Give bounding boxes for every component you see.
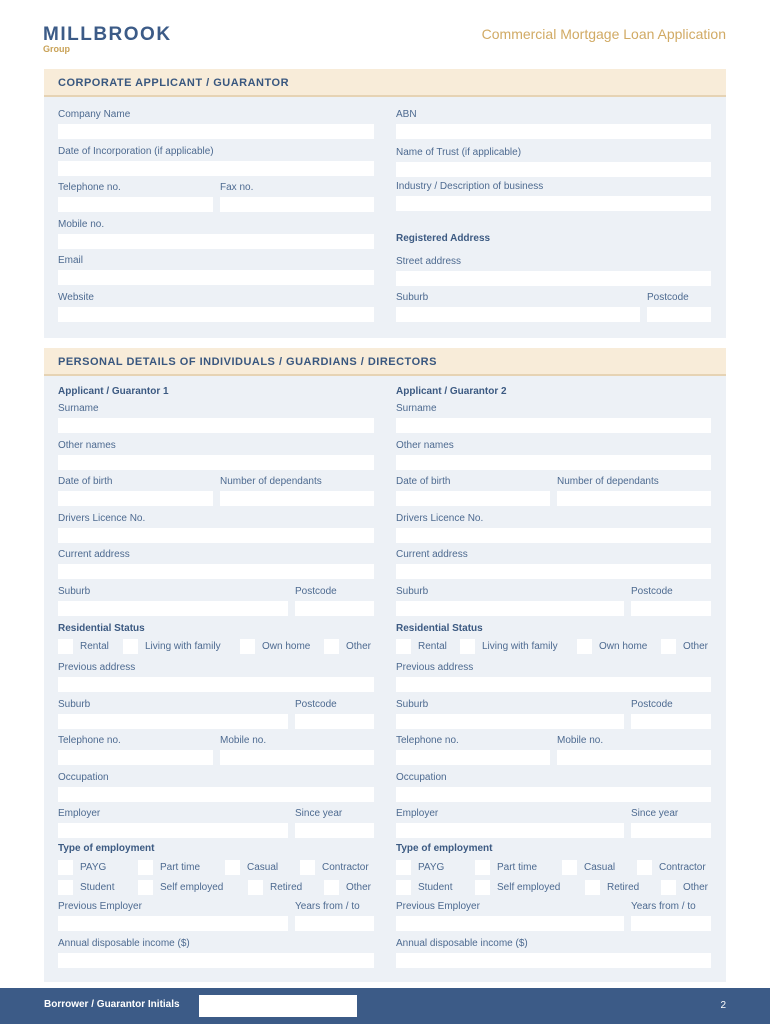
brand-logo: MILLBROOK	[43, 24, 172, 45]
g2-occupation-label: Occupation	[396, 772, 447, 783]
g2-retired-checkbox[interactable]	[585, 880, 600, 895]
g2-payg-checkbox[interactable]	[396, 860, 411, 875]
g1-prev-suburb-label: Suburb	[58, 699, 91, 710]
g1-contractor-label: Contractor	[322, 862, 369, 873]
g2-rental-checkbox[interactable]	[396, 639, 411, 654]
brand-subtitle: Group	[43, 44, 70, 54]
company-name-label: Company Name	[58, 109, 131, 120]
corp-mobile-label: Mobile no.	[58, 219, 105, 230]
personal-section-heading: PERSONAL DETAILS OF INDIVIDUALS / GUARDIANS / DIRECTORS	[44, 348, 726, 376]
date-incorporation-label: Date of Incorporation (if applicable)	[58, 146, 214, 157]
corp-suburb-label: Suburb	[396, 292, 429, 303]
industry-label: Industry / Description of business	[396, 181, 544, 192]
g2-years-from-field[interactable]	[631, 916, 711, 931]
page-number: 2	[720, 1000, 726, 1011]
g2-self-employed-label: Self employed	[497, 882, 561, 893]
g2-dependants-label: Number of dependants	[557, 476, 659, 487]
g1-student-checkbox[interactable]	[58, 880, 73, 895]
g2-postcode-label: Postcode	[631, 586, 673, 597]
g1-student-label: Student	[80, 882, 115, 893]
corp-suburb-field[interactable]	[396, 307, 640, 322]
corp-fax-field[interactable]	[220, 197, 374, 212]
g2-current-address-field[interactable]	[396, 564, 711, 579]
g1-own-home-checkbox[interactable]	[240, 639, 255, 654]
g1-telephone-field[interactable]	[58, 750, 213, 765]
g2-type-employment-heading: Type of employment	[396, 843, 493, 854]
g2-prev-suburb-field[interactable]	[396, 714, 624, 729]
g1-casual-label: Casual	[247, 862, 279, 873]
g2-rental-label: Rental	[418, 641, 447, 652]
g1-since-year-label: Since year	[295, 808, 343, 819]
g2-previous-employer-field[interactable]	[396, 916, 624, 931]
g1-living-family-checkbox[interactable]	[123, 639, 138, 654]
g1-other-emp-label: Other	[346, 882, 372, 893]
g1-other-res-label: Other	[346, 641, 372, 652]
g2-self-employed-checkbox[interactable]	[475, 880, 490, 895]
g1-dependants-label: Number of dependants	[220, 476, 322, 487]
corp-email-field[interactable]	[58, 270, 374, 285]
g1-employer-label: Employer	[58, 808, 101, 819]
g2-employer-field[interactable]	[396, 823, 624, 838]
g1-payg-checkbox[interactable]	[58, 860, 73, 875]
g1-retired-label: Retired	[270, 882, 303, 893]
g1-type-employment-heading: Type of employment	[58, 843, 155, 854]
g2-casual-label: Casual	[584, 862, 616, 873]
g2-residential-status-heading: Residential Status	[396, 623, 483, 634]
g2-annual-income-label: Annual disposable income ($)	[396, 938, 528, 949]
g2-part-time-label: Part time	[497, 862, 538, 873]
g1-title: Applicant / Guarantor 1	[58, 386, 169, 397]
g1-mobile-field[interactable]	[220, 750, 374, 765]
g1-suburb-field[interactable]	[58, 601, 288, 616]
g1-payg-label: PAYG	[80, 862, 107, 873]
g2-previous-address-label: Previous address	[396, 662, 474, 673]
g1-telephone-label: Telephone no.	[58, 735, 121, 746]
g1-postcode-label: Postcode	[295, 586, 337, 597]
g2-previous-address-field[interactable]	[396, 677, 711, 692]
g2-contractor-checkbox[interactable]	[637, 860, 652, 875]
g1-mobile-label: Mobile no.	[220, 735, 267, 746]
g2-annual-income-field[interactable]	[396, 953, 711, 968]
g1-rental-checkbox[interactable]	[58, 639, 73, 654]
g2-mobile-label: Mobile no.	[557, 735, 604, 746]
g1-since-year-field[interactable]	[295, 823, 374, 838]
g2-mobile-field[interactable]	[557, 750, 711, 765]
g2-previous-employer-label: Previous Employer	[396, 901, 480, 912]
g1-self-employed-checkbox[interactable]	[138, 880, 153, 895]
abn-field[interactable]	[396, 124, 711, 139]
g2-living-family-label: Living with family	[482, 641, 558, 652]
corp-website-label: Website	[58, 292, 94, 303]
g1-previous-employer-field[interactable]	[58, 916, 288, 931]
g1-suburb-label: Suburb	[58, 586, 91, 597]
g1-surname-label: Surname	[58, 403, 99, 414]
g2-suburb-label: Suburb	[396, 586, 429, 597]
g2-part-time-checkbox[interactable]	[475, 860, 490, 875]
g1-self-employed-label: Self employed	[160, 882, 224, 893]
corp-telephone-label: Telephone no.	[58, 182, 121, 193]
g2-other-emp-label: Other	[683, 882, 709, 893]
corp-postcode-label: Postcode	[647, 292, 689, 303]
corp-mobile-field[interactable]	[58, 234, 374, 249]
g1-prev-suburb-field[interactable]	[58, 714, 288, 729]
corp-telephone-field[interactable]	[58, 197, 213, 212]
g2-student-label: Student	[418, 882, 453, 893]
g2-contractor-label: Contractor	[659, 862, 706, 873]
g1-current-address-label: Current address	[58, 549, 130, 560]
g2-prev-suburb-label: Suburb	[396, 699, 429, 710]
g2-living-family-checkbox[interactable]	[460, 639, 475, 654]
g1-licence-label: Drivers Licence No.	[58, 513, 146, 524]
g1-casual-checkbox[interactable]	[225, 860, 240, 875]
g1-prev-postcode-label: Postcode	[295, 699, 337, 710]
g1-employer-field[interactable]	[58, 823, 288, 838]
g2-payg-label: PAYG	[418, 862, 445, 873]
company-name-field[interactable]	[58, 124, 374, 139]
g1-own-home-label: Own home	[262, 641, 311, 652]
g1-previous-address-field[interactable]	[58, 677, 374, 692]
g2-retired-label: Retired	[607, 882, 640, 893]
corporate-section-heading: CORPORATE APPLICANT / GUARANTOR	[44, 69, 726, 97]
g2-current-address-label: Current address	[396, 549, 468, 560]
g1-living-family-label: Living with family	[145, 641, 221, 652]
g1-other-emp-checkbox[interactable]	[324, 880, 339, 895]
name-of-trust-field[interactable]	[396, 162, 711, 177]
g2-licence-label: Drivers Licence No.	[396, 513, 484, 524]
g1-rental-label: Rental	[80, 641, 109, 652]
g1-occupation-label: Occupation	[58, 772, 109, 783]
g1-contractor-checkbox[interactable]	[300, 860, 315, 875]
g2-own-home-checkbox[interactable]	[577, 639, 592, 654]
corp-postcode-field[interactable]	[647, 307, 711, 322]
street-address-field[interactable]	[396, 271, 711, 286]
g2-since-year-label: Since year	[631, 808, 679, 819]
g2-dob-field[interactable]	[396, 491, 550, 506]
g2-student-checkbox[interactable]	[396, 880, 411, 895]
g2-own-home-label: Own home	[599, 641, 648, 652]
g2-employer-label: Employer	[396, 808, 439, 819]
g1-postcode-field[interactable]	[295, 601, 374, 616]
date-incorporation-field[interactable]	[58, 161, 374, 176]
g2-licence-field[interactable]	[396, 528, 711, 543]
g1-dob-label: Date of birth	[58, 476, 113, 487]
street-address-label: Street address	[396, 256, 462, 267]
corp-fax-label: Fax no.	[220, 182, 254, 193]
g1-prev-postcode-field[interactable]	[295, 714, 374, 729]
corp-email-label: Email	[58, 255, 84, 266]
g1-dependants-field[interactable]	[220, 491, 374, 506]
g1-other-names-field[interactable]	[58, 455, 374, 470]
name-of-trust-label: Name of Trust (if applicable)	[396, 147, 522, 158]
g1-licence-field[interactable]	[58, 528, 374, 543]
g1-previous-employer-label: Previous Employer	[58, 901, 142, 912]
g2-other-names-field[interactable]	[396, 455, 711, 470]
g1-retired-checkbox[interactable]	[248, 880, 263, 895]
g2-prev-postcode-label: Postcode	[631, 699, 673, 710]
g2-postcode-field[interactable]	[631, 601, 711, 616]
g2-dob-label: Date of birth	[396, 476, 451, 487]
g2-other-emp-checkbox[interactable]	[661, 880, 676, 895]
g1-occupation-field[interactable]	[58, 787, 374, 802]
g1-part-time-checkbox[interactable]	[138, 860, 153, 875]
g2-telephone-field[interactable]	[396, 750, 550, 765]
g1-current-address-field[interactable]	[58, 564, 374, 579]
g2-since-year-field[interactable]	[631, 823, 711, 838]
g1-previous-address-label: Previous address	[58, 662, 136, 673]
g2-casual-checkbox[interactable]	[562, 860, 577, 875]
g1-annual-income-field[interactable]	[58, 953, 374, 968]
document-title: Commercial Mortgage Loan Application	[481, 26, 726, 42]
g2-suburb-field[interactable]	[396, 601, 624, 616]
industry-field[interactable]	[396, 196, 711, 211]
g1-years-from-label: Years from / to	[295, 901, 360, 912]
g2-other-names-label: Other names	[396, 440, 454, 451]
g2-telephone-label: Telephone no.	[396, 735, 459, 746]
initials-field[interactable]	[199, 995, 357, 1017]
g1-residential-status-heading: Residential Status	[58, 623, 145, 634]
g2-surname-field[interactable]	[396, 418, 711, 433]
g1-other-names-label: Other names	[58, 440, 116, 451]
corp-website-field[interactable]	[58, 307, 374, 322]
g2-surname-label: Surname	[396, 403, 437, 414]
registered-address-heading: Registered Address	[396, 233, 491, 244]
initials-label: Borrower / Guarantor Initials	[44, 999, 180, 1010]
g1-annual-income-label: Annual disposable income ($)	[58, 938, 190, 949]
g2-years-from-label: Years from / to	[631, 901, 696, 912]
g1-dob-field[interactable]	[58, 491, 213, 506]
g2-dependants-field[interactable]	[557, 491, 711, 506]
g1-other-res-checkbox[interactable]	[324, 639, 339, 654]
g2-prev-postcode-field[interactable]	[631, 714, 711, 729]
g1-years-from-field[interactable]	[295, 916, 374, 931]
g2-other-res-label: Other	[683, 641, 709, 652]
g2-title: Applicant / Guarantor 2	[396, 386, 507, 397]
g1-part-time-label: Part time	[160, 862, 201, 873]
abn-label: ABN	[396, 109, 417, 120]
g1-surname-field[interactable]	[58, 418, 374, 433]
g2-other-res-checkbox[interactable]	[661, 639, 676, 654]
g2-occupation-field[interactable]	[396, 787, 711, 802]
